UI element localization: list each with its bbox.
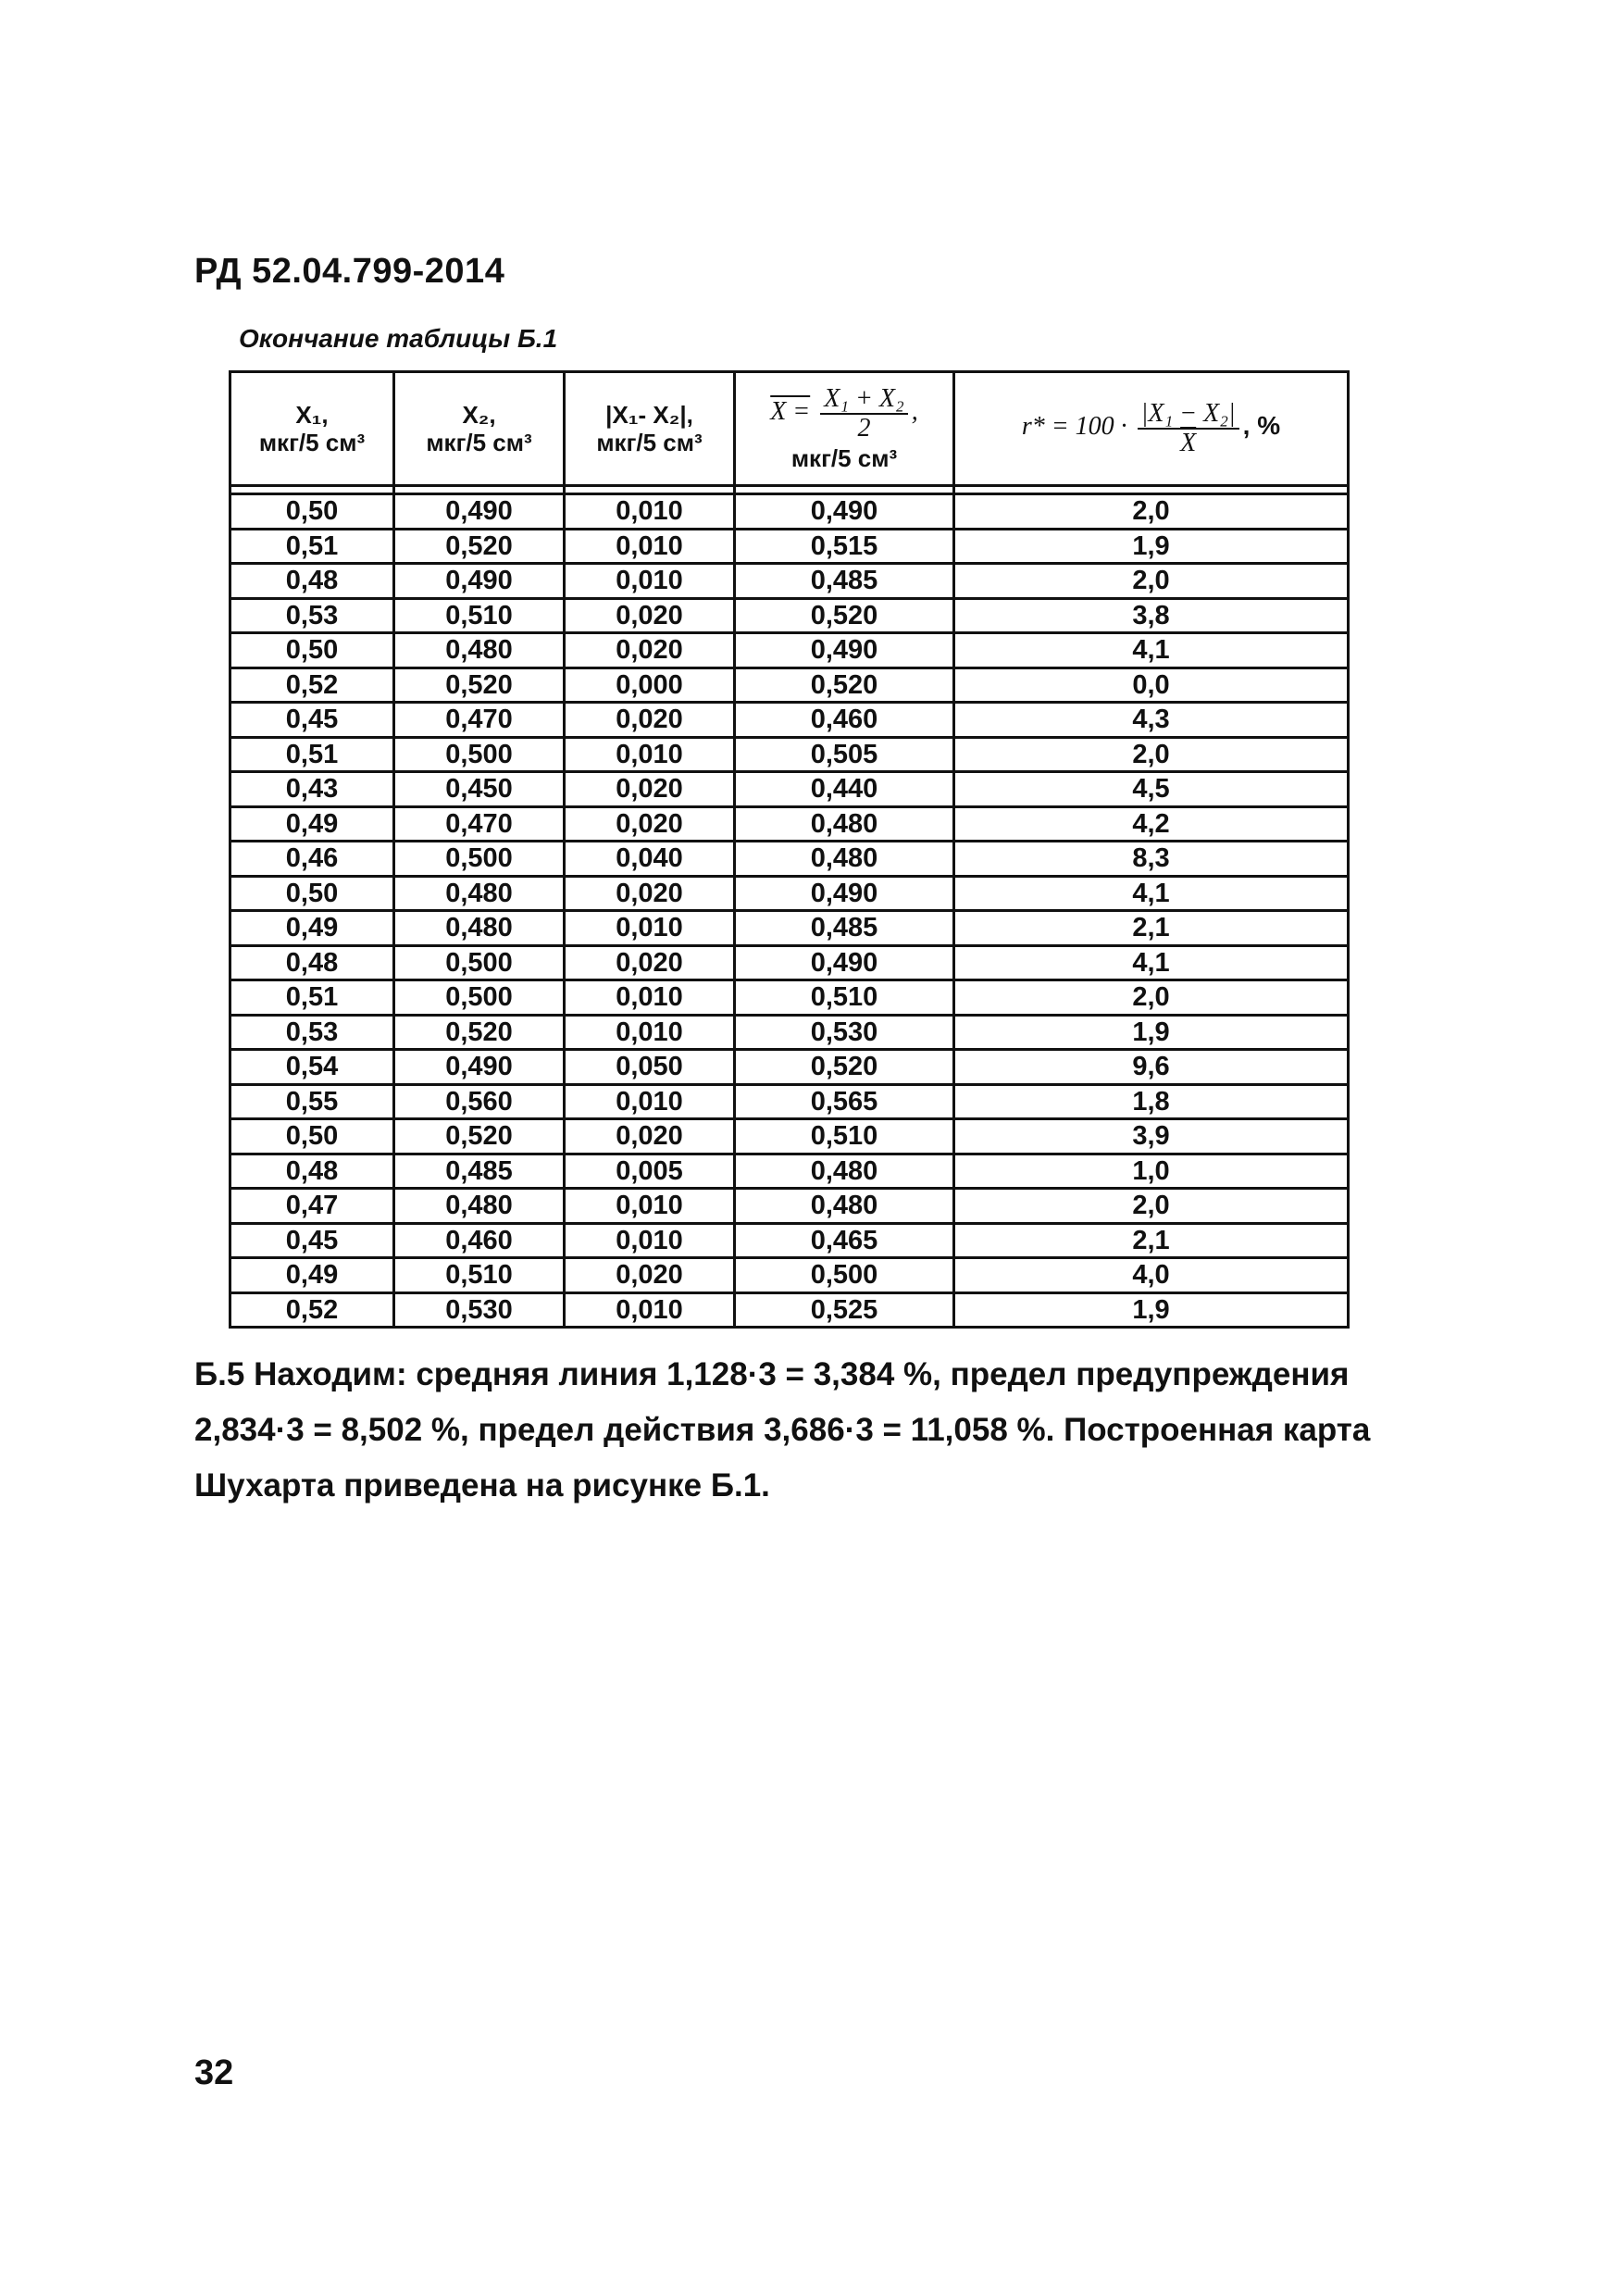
cell-diff: 0,010 <box>565 737 735 772</box>
cell-diff: 0,020 <box>565 772 735 807</box>
cell-x2: 0,480 <box>394 633 565 668</box>
cell-diff: 0,020 <box>565 945 735 980</box>
cell-mean: 0,440 <box>735 772 954 807</box>
cell-r: 4,0 <box>954 1258 1349 1293</box>
cell-diff: 0,010 <box>565 911 735 946</box>
cell-x1: 0,46 <box>230 842 394 877</box>
cell-diff: 0,005 <box>565 1154 735 1189</box>
table-row <box>230 633 1349 668</box>
header-x1: X₁, мкг/5 см³ <box>230 372 394 486</box>
cell-diff: 0,020 <box>565 806 735 842</box>
cell-x1: 0,51 <box>230 737 394 772</box>
cell-x1: 0,51 <box>230 529 394 564</box>
cell-mean: 0,485 <box>735 564 954 599</box>
cell-diff: 0,000 <box>565 668 735 703</box>
cell-diff: 0,020 <box>565 633 735 668</box>
header-separator <box>230 486 1349 494</box>
cell-x1: 0,47 <box>230 1189 394 1224</box>
cell-x2: 0,510 <box>394 598 565 633</box>
cell-diff: 0,020 <box>565 876 735 911</box>
table-row <box>230 564 1349 599</box>
relative-diff-formula: r* = 100 · $\frac{\text{|X₁ − X₂|}}{X}$ , % <box>1021 399 1281 457</box>
cell-x2: 0,480 <box>394 911 565 946</box>
cell-r: 2,1 <box>954 911 1349 946</box>
paragraph-b5: Б.5 Находим: средняя линия 1,128·3 = 3,384 %, предел предупреждения 2,834·3 = 8,502 %, предел действия 3,686·3 = 11,058 %. Построенная карта Шухарта приведена на рисунке Б.1. <box>194 1356 1371 1504</box>
cell-mean: 0,490 <box>735 945 954 980</box>
cell-mean: 0,520 <box>735 668 954 703</box>
cell-x2: 0,520 <box>394 1119 565 1154</box>
cell-r: 1,9 <box>954 1292 1349 1328</box>
table-row <box>230 1189 1349 1224</box>
cell-x1: 0,45 <box>230 1223 394 1258</box>
cell-diff: 0,010 <box>565 1015 735 1050</box>
cell-x1: 0,53 <box>230 598 394 633</box>
cell-mean: 0,520 <box>735 598 954 633</box>
mean-formula: X = $\frac{\text{X₁ + X₂}}{2}$ , <box>770 384 918 443</box>
cell-diff: 0,010 <box>565 1292 735 1328</box>
table-row <box>230 1119 1349 1154</box>
cell-x2: 0,500 <box>394 842 565 877</box>
cell-x2: 0,490 <box>394 564 565 599</box>
cell-r: 4,1 <box>954 876 1349 911</box>
cell-r: 1,8 <box>954 1084 1349 1119</box>
cell-x2: 0,470 <box>394 703 565 738</box>
cell-x1: 0,53 <box>230 1015 394 1050</box>
cell-diff: 0,020 <box>565 1258 735 1293</box>
data-table <box>229 370 1350 1329</box>
cell-x1: 0,48 <box>230 945 394 980</box>
cell-x2: 0,520 <box>394 668 565 703</box>
cell-r: 2,0 <box>954 980 1349 1016</box>
cell-r: 2,0 <box>954 494 1349 530</box>
cell-x2: 0,530 <box>394 1292 565 1328</box>
cell-x1: 0,45 <box>230 703 394 738</box>
cell-mean: 0,510 <box>735 980 954 1016</box>
cell-mean: 0,490 <box>735 494 954 530</box>
header-difference: |X₁- X₂|, мкг/5 см³ <box>565 372 735 486</box>
cell-x2: 0,520 <box>394 529 565 564</box>
cell-mean: 0,460 <box>735 703 954 738</box>
cell-mean: 0,485 <box>735 911 954 946</box>
table-row <box>230 1258 1349 1293</box>
table-row <box>230 911 1349 946</box>
cell-mean: 0,520 <box>735 1050 954 1085</box>
cell-x1: 0,48 <box>230 1154 394 1189</box>
cell-mean: 0,480 <box>735 1189 954 1224</box>
cell-r: 2,0 <box>954 737 1349 772</box>
header-x2: X₂, мкг/5 см³ <box>394 372 565 486</box>
table-row <box>230 1154 1349 1189</box>
cell-r: 3,9 <box>954 1119 1349 1154</box>
cell-diff: 0,020 <box>565 598 735 633</box>
cell-mean: 0,465 <box>735 1223 954 1258</box>
cell-diff: 0,010 <box>565 529 735 564</box>
cell-x1: 0,55 <box>230 1084 394 1119</box>
cell-x1: 0,49 <box>230 806 394 842</box>
cell-x1: 0,52 <box>230 668 394 703</box>
header-relative-diff <box>954 372 1349 486</box>
cell-x1: 0,49 <box>230 1258 394 1293</box>
cell-r: 4,5 <box>954 772 1349 807</box>
cell-x2: 0,480 <box>394 876 565 911</box>
cell-mean: 0,515 <box>735 529 954 564</box>
cell-x2: 0,490 <box>394 1050 565 1085</box>
page-number: 32 <box>194 2053 234 2092</box>
table-row <box>230 806 1349 842</box>
cell-mean: 0,480 <box>735 1154 954 1189</box>
cell-x1: 0,50 <box>230 494 394 530</box>
cell-r: 4,1 <box>954 945 1349 980</box>
cell-r: 1,0 <box>954 1154 1349 1189</box>
cell-diff: 0,010 <box>565 1223 735 1258</box>
cell-x1: 0,43 <box>230 772 394 807</box>
cell-diff: 0,010 <box>565 1189 735 1224</box>
cell-mean: 0,480 <box>735 806 954 842</box>
cell-diff: 0,010 <box>565 1084 735 1119</box>
table-row <box>230 842 1349 877</box>
cell-mean: 0,490 <box>735 633 954 668</box>
cell-x2: 0,485 <box>394 1154 565 1189</box>
header-mean: X = $\frac{\text{X₁ + X₂}}{2}$ , мкг/5 см³ <box>735 372 954 486</box>
cell-x2: 0,500 <box>394 737 565 772</box>
cell-x2: 0,460 <box>394 1223 565 1258</box>
cell-r: 0,0 <box>954 668 1349 703</box>
cell-mean: 0,505 <box>735 737 954 772</box>
table-row <box>230 668 1349 703</box>
table-row <box>230 980 1349 1016</box>
table-row <box>230 1015 1349 1050</box>
cell-diff: 0,020 <box>565 703 735 738</box>
table-row <box>230 494 1349 530</box>
cell-x2: 0,510 <box>394 1258 565 1293</box>
cell-x2: 0,470 <box>394 806 565 842</box>
cell-mean: 0,525 <box>735 1292 954 1328</box>
cell-x1: 0,54 <box>230 1050 394 1085</box>
cell-x1: 0,49 <box>230 911 394 946</box>
cell-mean: 0,565 <box>735 1084 954 1119</box>
cell-x2: 0,480 <box>394 1189 565 1224</box>
table-header-row <box>230 372 1349 486</box>
cell-x2: 0,500 <box>394 980 565 1016</box>
table-row <box>230 1050 1349 1085</box>
cell-x2: 0,560 <box>394 1084 565 1119</box>
cell-r: 1,9 <box>954 529 1349 564</box>
table-body <box>230 494 1349 1328</box>
table-row <box>230 598 1349 633</box>
cell-diff: 0,040 <box>565 842 735 877</box>
cell-r: 9,6 <box>954 1050 1349 1085</box>
table-row <box>230 703 1349 738</box>
cell-r: 4,2 <box>954 806 1349 842</box>
cell-x1: 0,50 <box>230 633 394 668</box>
cell-x1: 0,52 <box>230 1292 394 1328</box>
cell-diff: 0,010 <box>565 564 735 599</box>
cell-r: 1,9 <box>954 1015 1349 1050</box>
cell-r: 4,1 <box>954 633 1349 668</box>
cell-r: 3,8 <box>954 598 1349 633</box>
cell-x1: 0,50 <box>230 1119 394 1154</box>
cell-diff: 0,020 <box>565 1119 735 1154</box>
table-row <box>230 529 1349 564</box>
cell-mean: 0,480 <box>735 842 954 877</box>
document-code: РД 52.04.799-2014 <box>194 252 505 291</box>
table-row <box>230 1292 1349 1328</box>
cell-x2: 0,520 <box>394 1015 565 1050</box>
table-row <box>230 1223 1349 1258</box>
cell-r: 2,0 <box>954 1189 1349 1224</box>
cell-r: 4,3 <box>954 703 1349 738</box>
cell-diff: 0,010 <box>565 494 735 530</box>
table-caption: Окончание таблицы Б.1 <box>239 324 558 353</box>
cell-r: 8,3 <box>954 842 1349 877</box>
table-row <box>230 876 1349 911</box>
table-row <box>230 1084 1349 1119</box>
table-row <box>230 772 1349 807</box>
cell-diff: 0,050 <box>565 1050 735 1085</box>
cell-r: 2,1 <box>954 1223 1349 1258</box>
cell-mean: 0,490 <box>735 876 954 911</box>
cell-x2: 0,500 <box>394 945 565 980</box>
cell-x1: 0,48 <box>230 564 394 599</box>
cell-r: 2,0 <box>954 564 1349 599</box>
cell-diff: 0,010 <box>565 980 735 1016</box>
cell-x1: 0,51 <box>230 980 394 1016</box>
cell-x2: 0,450 <box>394 772 565 807</box>
cell-mean: 0,500 <box>735 1258 954 1293</box>
cell-x2: 0,490 <box>394 494 565 530</box>
table-row <box>230 945 1349 980</box>
table-row <box>230 737 1349 772</box>
cell-mean: 0,530 <box>735 1015 954 1050</box>
cell-x1: 0,50 <box>230 876 394 911</box>
cell-mean: 0,510 <box>735 1119 954 1154</box>
